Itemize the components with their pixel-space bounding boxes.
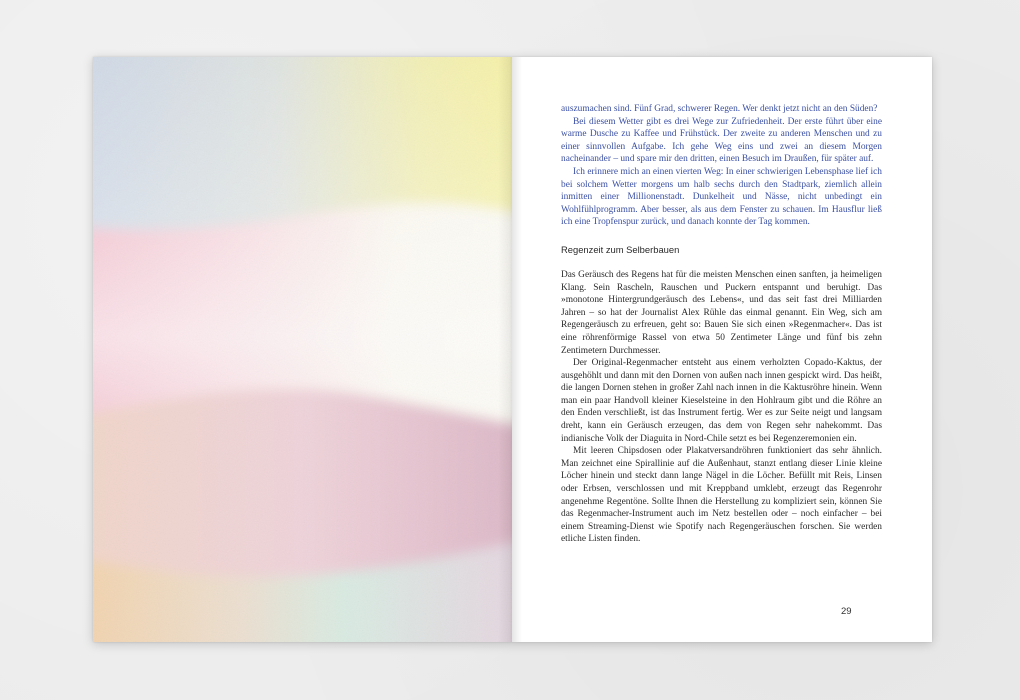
page-number: 29 xyxy=(841,606,852,617)
gutter-shadow-right xyxy=(512,57,522,642)
pastel-gradient-illustration xyxy=(93,57,512,642)
body-paragraph: Der Original-Regenmacher entsteht aus einem verholzten Copado-Kaktus, der ausgehöhlt und dann mit den Dornen von außen nach innen gespickt wird. Das heißt, die langen Dornen stehen in großer Zahl nach innen in die Kaktusröhre hinein. Wenn man ein paar Handvoll kleiner Kieselsteine in den Hohlraum gibt und die Röhre an den Enden verschließt, ist das Instrument fertig. Wer es zur Seite neigt und langsam dreht, kann ein Geräusch erzeugen, das dem von Regen sehr nahekommt. Das indianische Volk der Diaguita in Nord-Chile setzt es bei Regenzeremonien ein. xyxy=(561,358,882,444)
body-paragraph: Mit leeren Chipsdosen oder Plakatversandröhren funktioniert das sehr ähnlich. Man zeichnet eine Spirallinie auf die Außenhaut, stanzt entlang dieser Linie kleine Löcher hinein und steckt dann lange Nägel in die Löcher. Befüllt mit Reis, Linsen oder Erbsen, verschlossen und mit Kreppband umklebt, erzeugt das Regenrohr angenehme Regentöne. Sollte Ihnen die Herstellung zu kompliziert sein, können Sie das Regenmacher-Instrument auch im Netz bestellen oder – noch einfacher – bei einem Streaming-Dienst wie Spotify nach Regengeräuschen forschen. Sie werden etliche Listen finden. xyxy=(561,446,882,545)
intro-paragraph: Bei diesem Wetter gibt es drei Wege zur Zufriedenheit. Der erste führt über eine warme Dusche zu Kaffee und Frühstück. Der zweite zu anderen Menschen und zu einer sinnvollen Aufgabe. Ich gehe Weg eins und zwei an diesem Morgen nacheinander – und spare mir den dritten, einen Besuch im Draußen, für später auf. xyxy=(561,116,882,165)
body-section xyxy=(561,269,882,546)
book-spread xyxy=(93,57,932,642)
intro-section xyxy=(561,103,882,229)
text-page xyxy=(512,57,932,642)
section-heading: Regenzeit zum Selberbauen xyxy=(561,243,680,255)
illustration-page xyxy=(93,57,512,642)
body-paragraph: Das Geräusch des Regens hat für die meisten Menschen einen sanften, ja heimeligen Klang. Sein Rascheln, Rauschen und Puckern entspannt und beruhigt. Das »monotone Hintergrundgeräusch des Lebens«, und das seit fast drei Milliarden Jahren – so hat der Journalist Alex Rühle das einmal genannt. Ein Weg, sich am Regengeräusch zu erfreuen, geht so: Bauen Sie sich einen »Regenmacher«. Das ist eine röhrenförmige Rassel von etwa 50 Zentimeter Länge und fünf bis zehn Zentimetern Durchmesser. xyxy=(561,269,882,356)
intro-paragraph: auszumachen sind. Fünf Grad, schwerer Regen. Wer denkt jetzt nicht an den Süden? xyxy=(561,104,878,114)
intro-paragraph: Ich erinnere mich an einen vierten Weg: In einer schwierigen Lebensphase lief ich bei solchem Wetter morgens um halb sechs durch den Stadtpark, ziemlich allein inmitten einer Millionenstadt. Dunkelheit und Nässe, nicht unbedingt ein Wohlfühlprogramm. Aber besser, als aus dem Fenster zu schauen. Im Hausflur ließ ich eine Tropfenspur zurück, und danach konnte der Tag kommen. xyxy=(561,166,882,228)
page-text xyxy=(561,103,882,546)
